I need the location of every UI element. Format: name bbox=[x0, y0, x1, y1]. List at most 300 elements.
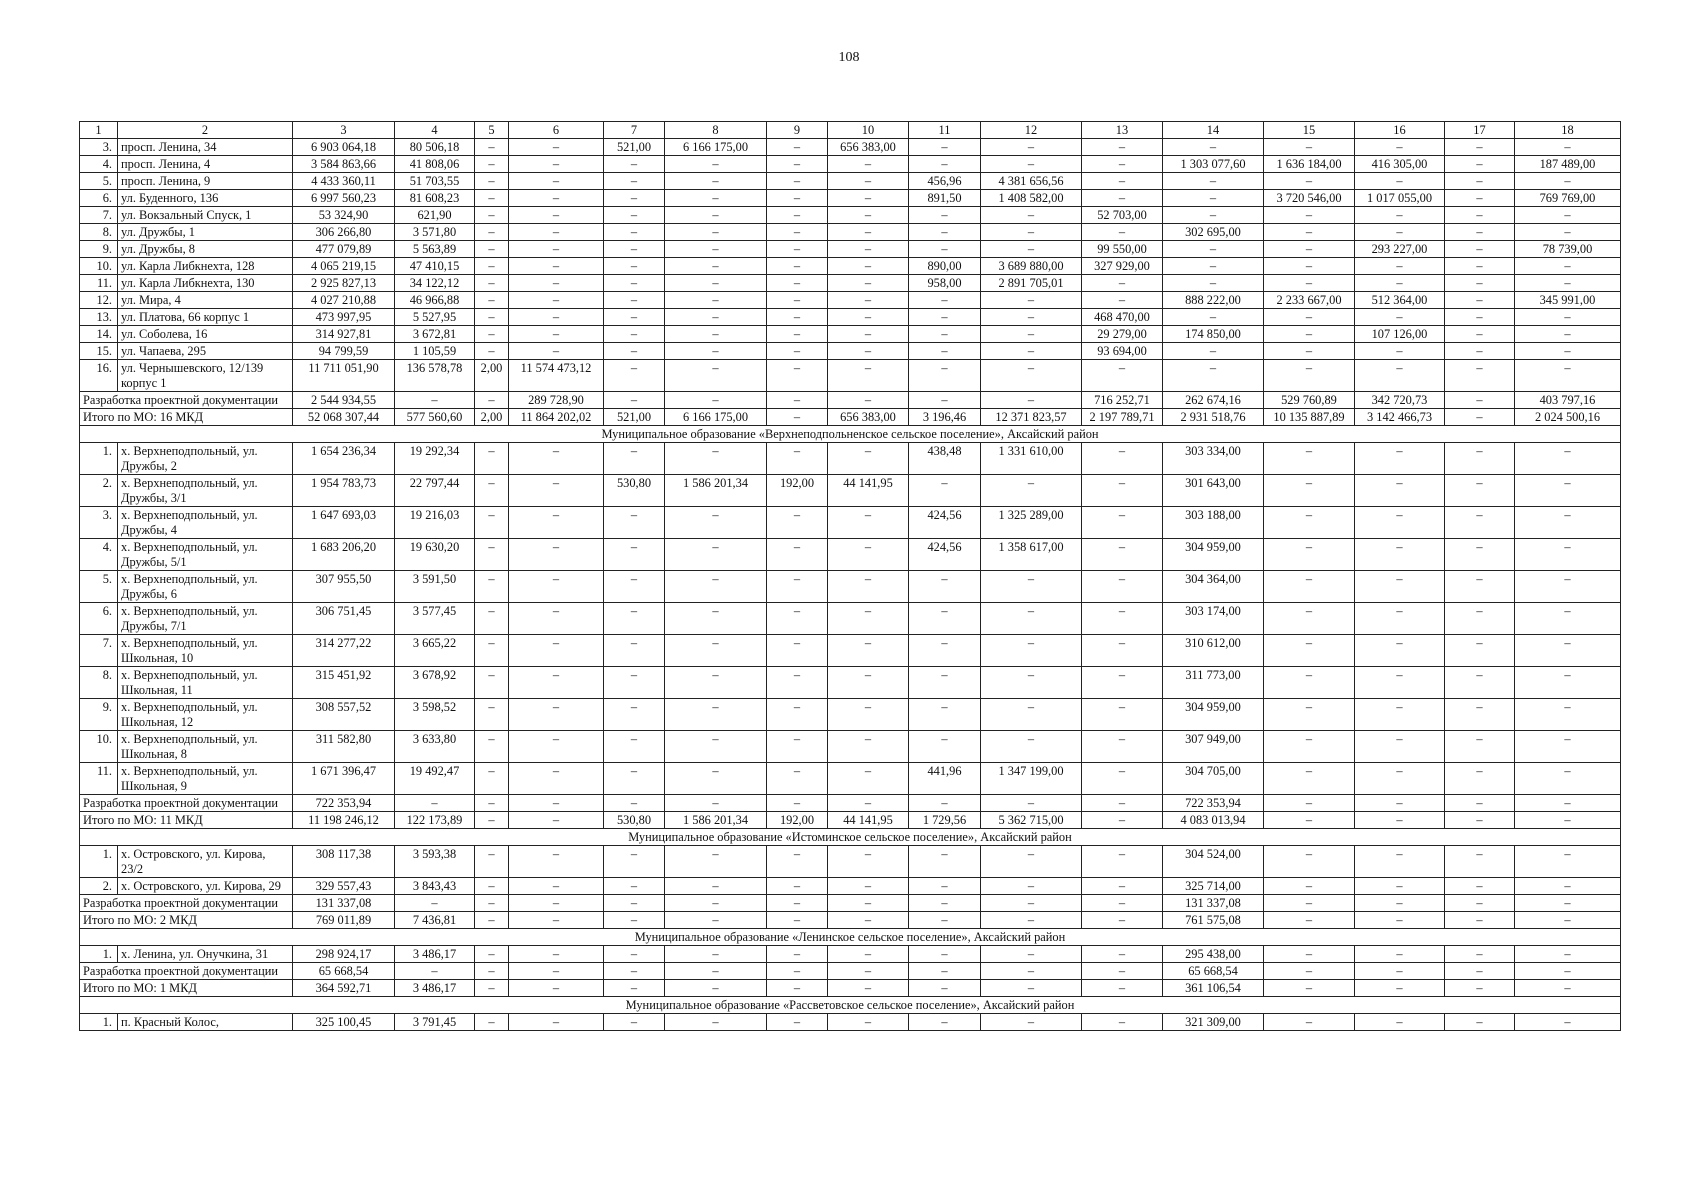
value-cell: – bbox=[509, 343, 604, 360]
value-cell: 34 122,12 bbox=[395, 275, 475, 292]
value-cell: 2 233 667,00 bbox=[1264, 292, 1355, 309]
row-number: 10. bbox=[80, 731, 118, 763]
table-row bbox=[80, 667, 1621, 699]
value-cell: – bbox=[604, 224, 665, 241]
value-cell: – bbox=[909, 343, 981, 360]
value-cell: – bbox=[509, 963, 604, 980]
value-cell: – bbox=[1445, 409, 1515, 426]
value-cell: – bbox=[767, 258, 828, 275]
value-cell: – bbox=[1082, 1014, 1163, 1031]
value-cell: 403 797,16 bbox=[1515, 392, 1621, 409]
value-cell: – bbox=[828, 963, 909, 980]
value-cell: – bbox=[1355, 258, 1445, 275]
value-cell: 131 337,08 bbox=[1163, 895, 1264, 912]
value-cell: – bbox=[828, 912, 909, 929]
value-cell: – bbox=[604, 963, 665, 980]
municipality-heading: Муниципальное образование «Ленинское сельское поселение», Аксайский район bbox=[80, 929, 1621, 946]
value-cell: 12 371 823,57 bbox=[981, 409, 1082, 426]
value-cell: 11 864 202,02 bbox=[509, 409, 604, 426]
value-cell: 122 173,89 bbox=[395, 812, 475, 829]
value-cell: – bbox=[1515, 326, 1621, 343]
value-cell: – bbox=[1163, 139, 1264, 156]
value-cell: – bbox=[1445, 475, 1515, 507]
row-number: 3. bbox=[80, 507, 118, 539]
value-cell: – bbox=[909, 156, 981, 173]
design-docs-row bbox=[80, 795, 1621, 812]
value-cell: 529 760,89 bbox=[1264, 392, 1355, 409]
value-cell: – bbox=[767, 571, 828, 603]
value-cell: – bbox=[604, 895, 665, 912]
value-cell: 2,00 bbox=[475, 360, 509, 392]
value-cell: – bbox=[509, 190, 604, 207]
value-cell: – bbox=[509, 326, 604, 343]
value-cell: 303 188,00 bbox=[1163, 507, 1264, 539]
building-address: ул. Соболева, 16 bbox=[118, 326, 293, 343]
value-cell: – bbox=[767, 275, 828, 292]
building-address: п. Красный Колос, bbox=[118, 1014, 293, 1031]
value-cell: – bbox=[981, 475, 1082, 507]
value-cell: 958,00 bbox=[909, 275, 981, 292]
table-row bbox=[80, 292, 1621, 309]
table-row bbox=[80, 699, 1621, 731]
value-cell: – bbox=[1445, 603, 1515, 635]
value-cell: – bbox=[981, 912, 1082, 929]
value-cell: 3 591,50 bbox=[395, 571, 475, 603]
value-cell: 6 166 175,00 bbox=[665, 409, 767, 426]
value-cell: – bbox=[828, 343, 909, 360]
value-cell: – bbox=[828, 1014, 909, 1031]
value-cell: 3 791,45 bbox=[395, 1014, 475, 1031]
municipality-heading-row bbox=[80, 929, 1621, 946]
value-cell: – bbox=[981, 309, 1082, 326]
value-cell: – bbox=[981, 980, 1082, 997]
value-cell: 416 305,00 bbox=[1355, 156, 1445, 173]
value-cell: 477 079,89 bbox=[293, 241, 395, 258]
value-cell: – bbox=[604, 539, 665, 571]
value-cell: – bbox=[981, 895, 1082, 912]
value-cell: – bbox=[1355, 603, 1445, 635]
column-header: 17 bbox=[1445, 122, 1515, 139]
value-cell: – bbox=[1082, 443, 1163, 475]
row-number: 13. bbox=[80, 309, 118, 326]
value-cell: 47 410,15 bbox=[395, 258, 475, 275]
value-cell: – bbox=[604, 258, 665, 275]
design-docs-label: Разработка проектной документации bbox=[80, 963, 293, 980]
value-cell: – bbox=[1082, 635, 1163, 667]
value-cell: – bbox=[1264, 895, 1355, 912]
value-cell: – bbox=[1355, 173, 1445, 190]
value-cell: 3 672,81 bbox=[395, 326, 475, 343]
value-cell: 10 135 887,89 bbox=[1264, 409, 1355, 426]
value-cell: – bbox=[767, 343, 828, 360]
municipality-heading-row bbox=[80, 997, 1621, 1014]
value-cell: – bbox=[604, 635, 665, 667]
table-row bbox=[80, 326, 1621, 343]
value-cell: – bbox=[767, 846, 828, 878]
value-cell: – bbox=[475, 812, 509, 829]
value-cell: – bbox=[981, 571, 1082, 603]
value-cell: 3 571,80 bbox=[395, 224, 475, 241]
value-cell: – bbox=[767, 292, 828, 309]
value-cell: 315 451,92 bbox=[293, 667, 395, 699]
value-cell: – bbox=[1264, 326, 1355, 343]
table-row bbox=[80, 241, 1621, 258]
value-cell: 361 106,54 bbox=[1163, 980, 1264, 997]
design-docs-row bbox=[80, 895, 1621, 912]
municipality-heading: Муниципальное образование «Рассветовское сельское поселение», Аксайский район bbox=[80, 997, 1621, 1014]
building-address: х. Верхнеподпольный, ул. Дружбы, 4 bbox=[118, 507, 293, 539]
value-cell: – bbox=[1264, 812, 1355, 829]
value-cell: 11 574 473,12 bbox=[509, 360, 604, 392]
column-header: 12 bbox=[981, 122, 1082, 139]
row-number: 4. bbox=[80, 539, 118, 571]
column-header: 9 bbox=[767, 122, 828, 139]
value-cell: – bbox=[767, 603, 828, 635]
value-cell: – bbox=[395, 895, 475, 912]
value-cell: – bbox=[1082, 173, 1163, 190]
value-cell: – bbox=[509, 795, 604, 812]
value-cell: 3 584 863,66 bbox=[293, 156, 395, 173]
value-cell: – bbox=[767, 1014, 828, 1031]
value-cell: – bbox=[1515, 980, 1621, 997]
value-cell: – bbox=[767, 173, 828, 190]
value-cell: – bbox=[509, 731, 604, 763]
value-cell: – bbox=[665, 946, 767, 963]
column-header: 8 bbox=[665, 122, 767, 139]
value-cell: – bbox=[981, 846, 1082, 878]
municipality-heading: Муниципальное образование «Истоминское сельское поселение», Аксайский район bbox=[80, 829, 1621, 846]
value-cell: – bbox=[509, 603, 604, 635]
table-row bbox=[80, 309, 1621, 326]
value-cell: 192,00 bbox=[767, 812, 828, 829]
value-cell: – bbox=[828, 539, 909, 571]
value-cell: 2 931 518,76 bbox=[1163, 409, 1264, 426]
value-cell: – bbox=[1163, 190, 1264, 207]
building-address: х. Верхнеподпольный, ул. Дружбы, 7/1 bbox=[118, 603, 293, 635]
value-cell: 1 303 077,60 bbox=[1163, 156, 1264, 173]
value-cell: – bbox=[1355, 360, 1445, 392]
value-cell: – bbox=[828, 980, 909, 997]
value-cell: – bbox=[604, 763, 665, 795]
value-cell: – bbox=[665, 795, 767, 812]
column-header: 11 bbox=[909, 122, 981, 139]
value-cell: – bbox=[767, 763, 828, 795]
value-cell: – bbox=[981, 946, 1082, 963]
value-cell: – bbox=[767, 635, 828, 667]
value-cell: – bbox=[1082, 946, 1163, 963]
value-cell: – bbox=[1355, 207, 1445, 224]
value-cell: 1 325 289,00 bbox=[981, 507, 1082, 539]
value-cell: – bbox=[509, 763, 604, 795]
value-cell: 3 486,17 bbox=[395, 946, 475, 963]
value-cell: – bbox=[475, 763, 509, 795]
value-cell: 303 334,00 bbox=[1163, 443, 1264, 475]
column-header: 1 bbox=[80, 122, 118, 139]
value-cell: 1 729,56 bbox=[909, 812, 981, 829]
table-row bbox=[80, 763, 1621, 795]
value-cell: – bbox=[665, 292, 767, 309]
value-cell: – bbox=[1445, 946, 1515, 963]
value-cell: – bbox=[1515, 1014, 1621, 1031]
value-cell: – bbox=[1082, 895, 1163, 912]
value-cell: – bbox=[665, 507, 767, 539]
value-cell: 107 126,00 bbox=[1355, 326, 1445, 343]
value-cell: – bbox=[665, 224, 767, 241]
value-cell: – bbox=[1264, 360, 1355, 392]
design-docs-label: Разработка проектной документации bbox=[80, 895, 293, 912]
value-cell: – bbox=[665, 603, 767, 635]
building-address: просп. Ленина, 9 bbox=[118, 173, 293, 190]
building-address: х. Островского, ул. Кирова, 23/2 bbox=[118, 846, 293, 878]
value-cell: 2 925 827,13 bbox=[293, 275, 395, 292]
value-cell: – bbox=[665, 392, 767, 409]
value-cell: 1 586 201,34 bbox=[665, 475, 767, 507]
value-cell: – bbox=[1355, 912, 1445, 929]
value-cell: 311 582,80 bbox=[293, 731, 395, 763]
row-number: 5. bbox=[80, 571, 118, 603]
table-row bbox=[80, 190, 1621, 207]
value-cell: – bbox=[509, 224, 604, 241]
value-cell: – bbox=[828, 190, 909, 207]
value-cell: 530,80 bbox=[604, 812, 665, 829]
value-cell: – bbox=[1445, 812, 1515, 829]
value-cell: – bbox=[828, 360, 909, 392]
value-cell: – bbox=[475, 258, 509, 275]
value-cell: – bbox=[509, 667, 604, 699]
value-cell: – bbox=[475, 1014, 509, 1031]
value-cell: 722 353,94 bbox=[1163, 795, 1264, 812]
value-cell: – bbox=[909, 309, 981, 326]
building-address: х. Верхнеподпольный, ул. Дружбы, 5/1 bbox=[118, 539, 293, 571]
value-cell: – bbox=[828, 763, 909, 795]
row-number: 14. bbox=[80, 326, 118, 343]
value-cell: – bbox=[909, 571, 981, 603]
value-cell: 891,50 bbox=[909, 190, 981, 207]
value-cell: – bbox=[665, 156, 767, 173]
value-cell: – bbox=[1082, 795, 1163, 812]
value-cell: – bbox=[604, 292, 665, 309]
value-cell: – bbox=[1515, 795, 1621, 812]
column-header: 15 bbox=[1264, 122, 1355, 139]
value-cell: – bbox=[509, 571, 604, 603]
value-cell: – bbox=[909, 667, 981, 699]
value-cell: – bbox=[767, 895, 828, 912]
value-cell: – bbox=[665, 846, 767, 878]
value-cell: – bbox=[665, 309, 767, 326]
value-cell: 2 891 705,01 bbox=[981, 275, 1082, 292]
building-address: х. Верхнеподпольный, ул. Дружбы, 6 bbox=[118, 571, 293, 603]
value-cell: – bbox=[1355, 763, 1445, 795]
value-cell: – bbox=[981, 343, 1082, 360]
value-cell: – bbox=[1355, 895, 1445, 912]
value-cell: – bbox=[909, 326, 981, 343]
value-cell: – bbox=[509, 292, 604, 309]
value-cell: – bbox=[1445, 207, 1515, 224]
row-number: 1. bbox=[80, 846, 118, 878]
building-address: ул. Буденного, 136 bbox=[118, 190, 293, 207]
value-cell: – bbox=[1445, 795, 1515, 812]
value-cell: – bbox=[1445, 139, 1515, 156]
value-cell: 94 799,59 bbox=[293, 343, 395, 360]
value-cell: 11 198 246,12 bbox=[293, 812, 395, 829]
value-cell: – bbox=[1082, 571, 1163, 603]
value-cell: – bbox=[909, 699, 981, 731]
value-cell: – bbox=[1445, 878, 1515, 895]
value-cell: – bbox=[828, 795, 909, 812]
value-cell: – bbox=[1082, 667, 1163, 699]
value-cell: – bbox=[1445, 699, 1515, 731]
value-cell: 3 577,45 bbox=[395, 603, 475, 635]
value-cell: – bbox=[475, 392, 509, 409]
value-cell: 304 364,00 bbox=[1163, 571, 1264, 603]
value-cell: 19 492,47 bbox=[395, 763, 475, 795]
value-cell: 441,96 bbox=[909, 763, 981, 795]
value-cell: – bbox=[1445, 895, 1515, 912]
column-header: 4 bbox=[395, 122, 475, 139]
value-cell: 1 683 206,20 bbox=[293, 539, 395, 571]
value-cell: 327 929,00 bbox=[1082, 258, 1163, 275]
value-cell: – bbox=[509, 878, 604, 895]
table-row bbox=[80, 846, 1621, 878]
value-cell: – bbox=[828, 258, 909, 275]
value-cell: – bbox=[1515, 173, 1621, 190]
value-cell: 1 105,59 bbox=[395, 343, 475, 360]
value-cell: 4 027 210,88 bbox=[293, 292, 395, 309]
value-cell: – bbox=[475, 795, 509, 812]
value-cell: 80 506,18 bbox=[395, 139, 475, 156]
value-cell: 890,00 bbox=[909, 258, 981, 275]
column-header: 10 bbox=[828, 122, 909, 139]
value-cell: – bbox=[509, 309, 604, 326]
value-cell: – bbox=[665, 731, 767, 763]
value-cell: – bbox=[909, 731, 981, 763]
value-cell: – bbox=[475, 539, 509, 571]
value-cell: – bbox=[1515, 309, 1621, 326]
value-cell: – bbox=[828, 241, 909, 258]
value-cell: – bbox=[1082, 360, 1163, 392]
value-cell: – bbox=[828, 275, 909, 292]
value-cell: – bbox=[1445, 292, 1515, 309]
value-cell: – bbox=[1264, 343, 1355, 360]
value-cell: – bbox=[475, 139, 509, 156]
row-number: 1. bbox=[80, 946, 118, 963]
value-cell: – bbox=[475, 309, 509, 326]
value-cell: – bbox=[1445, 763, 1515, 795]
value-cell: – bbox=[665, 912, 767, 929]
value-cell: 306 266,80 bbox=[293, 224, 395, 241]
value-cell: – bbox=[1082, 139, 1163, 156]
value-cell: – bbox=[1515, 258, 1621, 275]
municipality-heading-row bbox=[80, 426, 1621, 443]
building-address: ул. Платова, 66 корпус 1 bbox=[118, 309, 293, 326]
value-cell: – bbox=[828, 224, 909, 241]
value-cell: – bbox=[509, 635, 604, 667]
value-cell: – bbox=[1445, 275, 1515, 292]
value-cell: 131 337,08 bbox=[293, 895, 395, 912]
municipality-heading: Муниципальное образование «Верхнеподпольненское сельское поселение», Аксайский район bbox=[80, 426, 1621, 443]
value-cell: – bbox=[665, 980, 767, 997]
value-cell: – bbox=[1082, 963, 1163, 980]
value-cell: 81 608,23 bbox=[395, 190, 475, 207]
value-cell: 345 991,00 bbox=[1515, 292, 1621, 309]
value-cell: – bbox=[665, 895, 767, 912]
value-cell: – bbox=[604, 878, 665, 895]
value-cell: 364 592,71 bbox=[293, 980, 395, 997]
value-cell: 1 671 396,47 bbox=[293, 763, 395, 795]
value-cell: 46 966,88 bbox=[395, 292, 475, 309]
value-cell: 512 364,00 bbox=[1355, 292, 1445, 309]
value-cell: – bbox=[767, 190, 828, 207]
building-address: х. Верхнеподпольный, ул. Школьная, 9 bbox=[118, 763, 293, 795]
value-cell: – bbox=[509, 139, 604, 156]
value-cell: – bbox=[1445, 1014, 1515, 1031]
value-cell: – bbox=[767, 443, 828, 475]
value-cell: – bbox=[475, 343, 509, 360]
value-cell: – bbox=[1082, 763, 1163, 795]
value-cell: 3 633,80 bbox=[395, 731, 475, 763]
value-cell: – bbox=[767, 207, 828, 224]
value-cell: – bbox=[604, 603, 665, 635]
value-cell: – bbox=[665, 667, 767, 699]
value-cell: – bbox=[828, 878, 909, 895]
value-cell: – bbox=[604, 156, 665, 173]
value-cell: – bbox=[509, 812, 604, 829]
value-cell: – bbox=[509, 475, 604, 507]
value-cell: – bbox=[1264, 635, 1355, 667]
value-cell: – bbox=[475, 946, 509, 963]
value-cell: 1 017 055,00 bbox=[1355, 190, 1445, 207]
value-cell: 3 720 546,00 bbox=[1264, 190, 1355, 207]
value-cell: – bbox=[828, 507, 909, 539]
value-cell: 1 586 201,34 bbox=[665, 812, 767, 829]
table-row bbox=[80, 156, 1621, 173]
value-cell: – bbox=[767, 878, 828, 895]
value-cell: – bbox=[1355, 571, 1445, 603]
value-cell: – bbox=[828, 309, 909, 326]
value-cell: – bbox=[981, 139, 1082, 156]
value-cell: 1 647 693,03 bbox=[293, 507, 395, 539]
value-cell: – bbox=[1445, 309, 1515, 326]
value-cell: – bbox=[475, 963, 509, 980]
value-cell: 52 703,00 bbox=[1082, 207, 1163, 224]
value-cell: – bbox=[1264, 173, 1355, 190]
value-cell: – bbox=[1515, 475, 1621, 507]
value-cell: 329 557,43 bbox=[293, 878, 395, 895]
design-docs-row bbox=[80, 392, 1621, 409]
value-cell: 51 703,55 bbox=[395, 173, 475, 190]
value-cell: 5 527,95 bbox=[395, 309, 475, 326]
value-cell: – bbox=[1264, 241, 1355, 258]
value-cell: 521,00 bbox=[604, 409, 665, 426]
value-cell: 656 383,00 bbox=[828, 139, 909, 156]
column-header: 7 bbox=[604, 122, 665, 139]
value-cell: – bbox=[767, 139, 828, 156]
value-cell: – bbox=[475, 699, 509, 731]
value-cell: – bbox=[1515, 878, 1621, 895]
value-cell: – bbox=[475, 603, 509, 635]
value-cell: 3 196,46 bbox=[909, 409, 981, 426]
value-cell: – bbox=[509, 895, 604, 912]
value-cell: – bbox=[1445, 667, 1515, 699]
value-cell: – bbox=[767, 409, 828, 426]
column-header: 13 bbox=[1082, 122, 1163, 139]
table-row bbox=[80, 139, 1621, 156]
value-cell: 29 279,00 bbox=[1082, 326, 1163, 343]
table-row bbox=[80, 571, 1621, 603]
value-cell: – bbox=[509, 443, 604, 475]
building-address: ул. Карла Либкнехта, 130 bbox=[118, 275, 293, 292]
value-cell: – bbox=[1163, 309, 1264, 326]
